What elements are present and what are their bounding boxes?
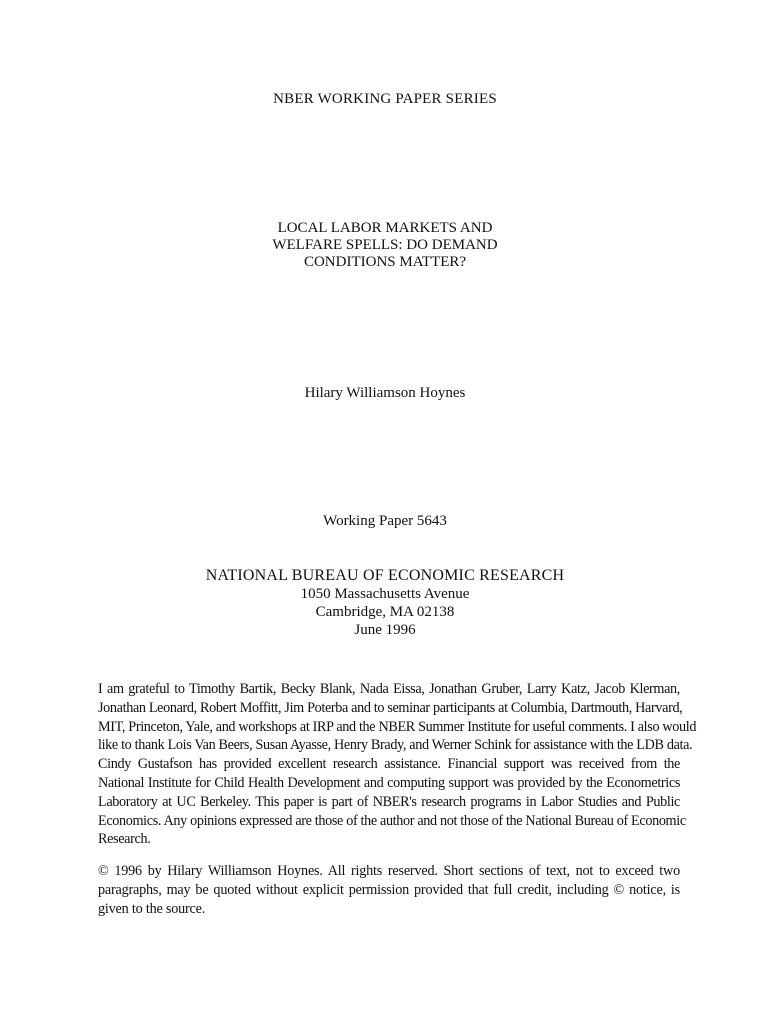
- title-line: WELFARE SPELLS: DO DEMAND: [272, 237, 498, 253]
- acknowledgments-line: Cindy Gustafson has provided excellent research assistance. Financial support was received from the: [98, 756, 680, 773]
- title-line: LOCAL LABOR MARKETS AND: [277, 220, 493, 236]
- acknowledgments-line: MIT, Princeton, Yale, and workshops at IRP and the NBER Summer Institute for useful comments. I also would: [98, 718, 697, 735]
- publication-date: June 1996: [354, 622, 416, 638]
- paper-title: [0, 220, 770, 271]
- acknowledgments-line: National Institute for Child Health Development and computing support was provided by the Econometrics: [98, 774, 680, 791]
- acknowledgments-line: Economics. Any opinions expressed are those of the author and not those of the National Bureau of Economic: [98, 812, 686, 829]
- organization-block: [0, 567, 770, 639]
- organization-city: Cambridge, MA 02138: [315, 604, 455, 620]
- acknowledgments-line: I am grateful to Timothy Bartik, Becky Blank, Nada Eissa, Jonathan Gruber, Larry Katz, Jacob Klerman,: [98, 681, 680, 697]
- copyright-paragraph: [98, 862, 680, 918]
- series-header: NBER WORKING PAPER SERIES: [273, 91, 497, 107]
- working-paper-number: Working Paper 5643: [323, 513, 447, 529]
- organization-name: NATIONAL BUREAU OF ECONOMIC RESEARCH: [205, 567, 565, 584]
- copyright-line: paragraphs, may be quoted without explicit permission provided that full credit, including © notice, is: [98, 881, 680, 898]
- author-name: Hilary Williamson Hoynes: [304, 385, 466, 401]
- acknowledgments-paragraph: [98, 680, 697, 849]
- acknowledgments-line: Laboratory at UC Berkeley. This paper is part of NBER's research programs in Labor Studies and Public: [98, 793, 680, 810]
- copyright-line: © 1996 by Hilary Williamson Hoynes. All rights reserved. Short sections of text, not to exceed two: [98, 863, 680, 879]
- title-line: CONDITIONS MATTER?: [303, 254, 467, 270]
- copyright-line: given to the source.: [98, 900, 206, 917]
- organization-street: 1050 Massachusetts Avenue: [300, 586, 470, 602]
- acknowledgments-line: Research.: [98, 831, 151, 848]
- acknowledgments-line: Jonathan Leonard, Robert Moffitt, Jim Poterba and to seminar participants at Columbia, Dartmouth, Harvard,: [98, 699, 683, 716]
- acknowledgments-line: like to thank Lois Van Beers, Susan Ayasse, Henry Brady, and Werner Schink for assistance with the LDB data.: [98, 737, 693, 754]
